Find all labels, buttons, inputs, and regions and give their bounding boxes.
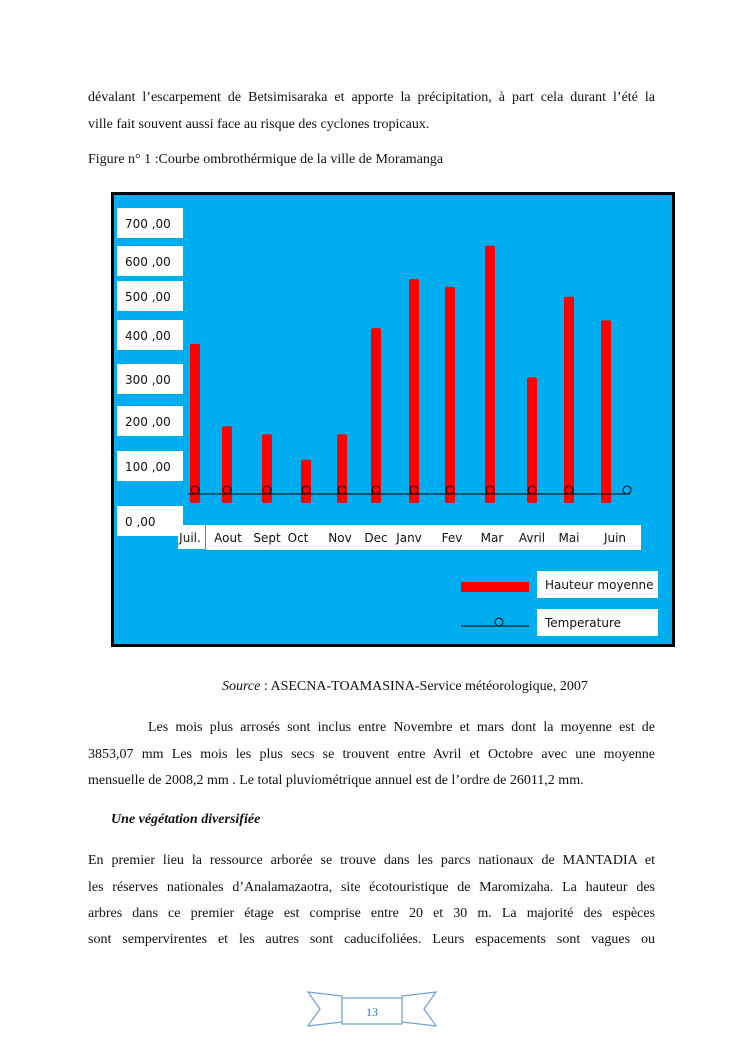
y-tick-label: 100 ,00 — [125, 460, 171, 474]
section-heading: Une végétation diversifiée — [111, 812, 261, 827]
ribbon-right-tail — [402, 992, 436, 1026]
y-tick — [117, 451, 183, 481]
y-tick-label: 500 ,00 — [125, 290, 171, 304]
x-tick-label: Sept — [253, 531, 281, 545]
page-number: 13 — [366, 1005, 378, 1019]
x-tick-label: Mai — [558, 531, 580, 545]
y-tick-label: 600 ,00 — [125, 255, 171, 269]
vegetation-paragraph-line-3 — [88, 900, 655, 927]
source-label: Source — [222, 679, 261, 694]
legend-label: Hauteur moyenne — [545, 578, 654, 592]
y-tick — [117, 406, 183, 436]
legend-label: Temperature — [545, 616, 622, 630]
top-paragraph — [88, 84, 655, 111]
rainfall-bar — [564, 297, 574, 503]
x-tick-label: Dec — [364, 531, 388, 545]
legend-bar-swatch — [461, 582, 529, 592]
x-tick-label: Oct — [287, 531, 309, 545]
x-tick-label: Nov — [328, 531, 352, 545]
x-tick-label: Mar — [480, 531, 504, 545]
text-line: En premier lieu la ressource arborée se trouve dans les parcs nationaux de MANTADIA et — [88, 853, 655, 868]
ombrothermic-chart — [111, 192, 675, 647]
vegetation-paragraph-line-4 — [88, 926, 655, 953]
x-tick-label: Avril — [518, 531, 546, 545]
rainfall-bar — [485, 246, 495, 503]
y-tick — [117, 281, 183, 311]
top-paragraph-end — [88, 111, 655, 138]
y-tick-label: 700 ,00 — [125, 217, 171, 231]
x-tick-label: Fev — [441, 531, 463, 545]
text-line: Les mois plus arrosés sont inclus entre Novembre et mars dont la moyenne est de — [148, 720, 655, 735]
rainfall-bar — [190, 344, 200, 503]
vegetation-paragraph-line-1 — [88, 847, 655, 874]
y-tick-label: 400 ,00 — [125, 329, 171, 343]
figure-caption: Figure n° 1 :Courbe ombrothérmique de la ville de Moramanga — [88, 152, 444, 167]
rainfall-bar — [601, 320, 611, 503]
text-line: dévalant l’escarpement de Betsimisaraka et apporte la précipitation, à part cela durant l’été la — [88, 90, 655, 105]
y-tick — [117, 364, 183, 394]
rainfall-bar — [409, 279, 419, 503]
y-tick-label: 200 ,00 — [125, 415, 171, 429]
x-tick-label: Aout — [214, 531, 242, 545]
y-tick-label: 300 ,00 — [125, 373, 171, 387]
text-line: 3853,07 mm Les mois les plus secs se trouvent entre Avril et Octobre avec une moyenne — [88, 747, 655, 762]
x-tick-label: Juin — [603, 531, 627, 545]
text-line: ville fait souvent aussi face au risque des cyclones tropicaux. — [88, 117, 430, 132]
rainfall-paragraph-line-1 — [88, 714, 655, 741]
rainfall-bar — [445, 287, 455, 503]
vegetation-paragraph-line-2 — [88, 874, 655, 901]
figure-source — [222, 677, 588, 697]
rainfall-paragraph-line-3 — [88, 767, 655, 794]
text-line: les réserves nationales d’Analamazaotra, site écotouristique de Maromizaha. La hauteur des — [88, 880, 655, 895]
y-tick — [117, 208, 183, 238]
ribbon-left-tail — [308, 992, 342, 1026]
y-tick — [117, 246, 183, 276]
x-tick-label: Janv — [396, 531, 422, 545]
text-line: sont sempervirentes et les autres sont caducifoliées. Leurs espacements sont vagues ou — [88, 932, 655, 947]
y-tick — [117, 320, 183, 350]
rainfall-bar — [371, 328, 381, 503]
page-number-ribbon — [306, 988, 438, 1030]
text-line: mensuelle de 2008,2 mm . Le total pluviométrique annuel est de l’ordre de 26011,2 mm. — [88, 773, 584, 788]
y-tick-label: 0 ,00 — [125, 515, 156, 529]
x-tick-label: Juil. — [179, 531, 201, 545]
rainfall-paragraph-line-2 — [88, 741, 655, 768]
text-line: arbres dans ce premier étage est comprise entre 20 et 30 m. La majorité des espèces — [88, 906, 655, 921]
rainfall-bar — [301, 460, 311, 503]
y-tick — [117, 506, 183, 536]
source-text: : ASECNA-TOAMASINA-Service météorologique, 2007 — [260, 679, 588, 694]
rainfall-bar — [527, 377, 537, 503]
